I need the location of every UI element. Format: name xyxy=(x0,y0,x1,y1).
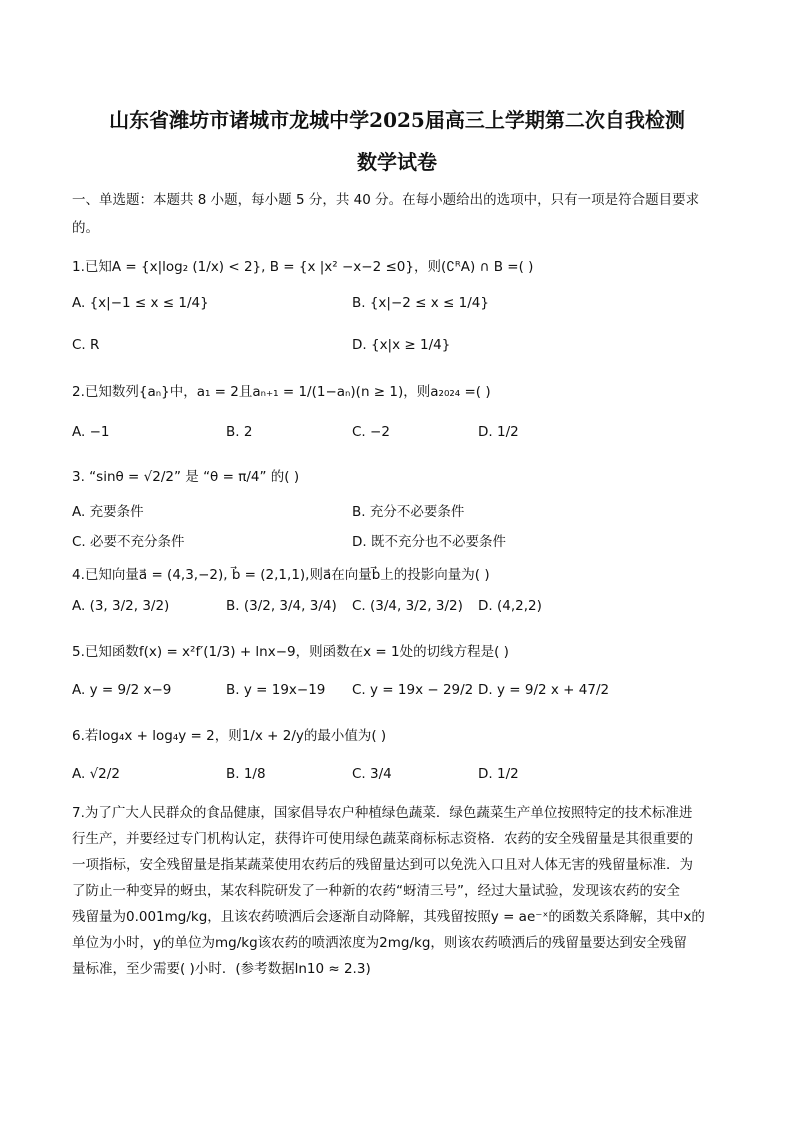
question-5-stem: 5.已知函数f(x) = x²f′(1/3) + lnx−9，则函数在x = 1处的切线方程是( ) xyxy=(72,644,509,660)
question-7-line: 残留量为0.001mg/kg，且该农药喷洒后会逐渐自动降解，其残留按照y = ae⁻ˣ的函数关系降解，其中x的 xyxy=(72,909,705,925)
question-7-line: 7.为了广大人民群众的食品健康，国家倡导农户种植绿色蔬菜．绿色蔬菜生产单位按照特定的技术标准进 xyxy=(72,805,693,821)
question-5-option-b: B. y = 19x−19 xyxy=(226,682,326,698)
question-1-stem: 1.已知A = {x|log₂ (1/x) < 2}, B = {x |x² −x−2 ≤0}，则(∁ᴿA) ∩ B =( ) xyxy=(72,259,534,275)
question-2-option-a: A. −1 xyxy=(72,424,110,440)
question-7-line: 量标准，至少需要( )小时．(参考数据ln10 ≈ 2.3) xyxy=(72,961,371,977)
question-5-option-d: D. y = 9/2 x + 47/2 xyxy=(478,682,610,698)
question-2-option-c: C. −2 xyxy=(352,424,390,440)
question-4-option-d: D. (4,2,2) xyxy=(478,598,542,614)
question-3-option-d: D. 既不充分也不必要条件 xyxy=(352,534,506,550)
question-7-line: 一项指标，安全残留量是指某蔬菜使用农药后的残留量达到可以免洗入口且对人体无害的残留量标准．为 xyxy=(72,857,693,873)
question-1-option-d: D. {x|x ≥ 1/4} xyxy=(352,337,451,353)
question-3-option-a: A. 充要条件 xyxy=(72,504,144,520)
question-6-option-d: D. 1/2 xyxy=(478,766,519,782)
question-1-option-c: C. R xyxy=(72,337,100,353)
question-2-option-b: B. 2 xyxy=(226,424,253,440)
question-4-stem: 4.已知向量a⃗ = (4,3,−2), b⃗ = (2,1,1),则a⃗在向量b⃗上的投影向量为( ) xyxy=(72,567,490,583)
question-3-option-c: C. 必要不充分条件 xyxy=(72,534,185,550)
section-heading: 一、单选题：本题共 8 小题，每小题 5 分，共 40 分。在每小题给出的选项中，只有一项是符合题目要求 xyxy=(72,192,700,208)
section-heading-cont: 的。 xyxy=(72,220,99,236)
question-6-option-b: B. 1/8 xyxy=(226,766,266,782)
question-6-option-a: A. √2/2 xyxy=(72,766,120,782)
exam-title: 山东省潍坊市诸城市龙城中学2025届高三上学期第二次自我检测 xyxy=(109,108,685,132)
question-4-option-a: A. (3, 3/2, 3/2) xyxy=(72,598,170,614)
question-4-option-c: C. (3/4, 3/2, 3/2) xyxy=(352,598,463,614)
question-1-option-a: A. {x|−1 ≤ x ≤ 1/4} xyxy=(72,295,209,311)
exam-subtitle: 数学试卷 xyxy=(357,150,437,174)
question-7-line: 单位为小时，y的单位为mg/kg该农药的喷洒浓度为2mg/kg，则该农药喷洒后的残留量要达到安全残留 xyxy=(72,935,687,951)
question-6-stem: 6.若log₄x + log₄y = 2，则1/x + 2/y的最小值为( ) xyxy=(72,728,387,744)
question-6-option-c: C. 3/4 xyxy=(352,766,392,782)
question-2-stem: 2.已知数列{aₙ}中，a₁ = 2且aₙ₊₁ = 1/(1−aₙ)(n ≥ 1)，则a₂₀₂₄ =( ) xyxy=(72,384,491,400)
question-7-line: 行生产，并要经过专门机构认定，获得许可使用绿色蔬菜商标标志资格．农药的安全残留量是其很重要的 xyxy=(72,831,693,847)
question-3-stem: 3. “sinθ = √2/2” 是 “θ = π/4” 的( ) xyxy=(72,469,300,485)
question-1-option-b: B. {x|−2 ≤ x ≤ 1/4} xyxy=(352,295,489,311)
question-4-option-b: B. (3/2, 3/4, 3/4) xyxy=(226,598,337,614)
question-7-line: 了防止一种变异的蚜虫，某农科院研发了一种新的农药“蚜清三号”，经过大量试验，发现该农药的安全 xyxy=(72,883,680,899)
question-5-option-c: C. y = 19x − 29/2 xyxy=(352,682,474,698)
question-5-option-a: A. y = 9/2 x−9 xyxy=(72,682,172,698)
question-3-option-b: B. 充分不必要条件 xyxy=(352,504,465,520)
question-7-stem xyxy=(72,800,722,982)
question-2-option-d: D. 1/2 xyxy=(478,424,519,440)
